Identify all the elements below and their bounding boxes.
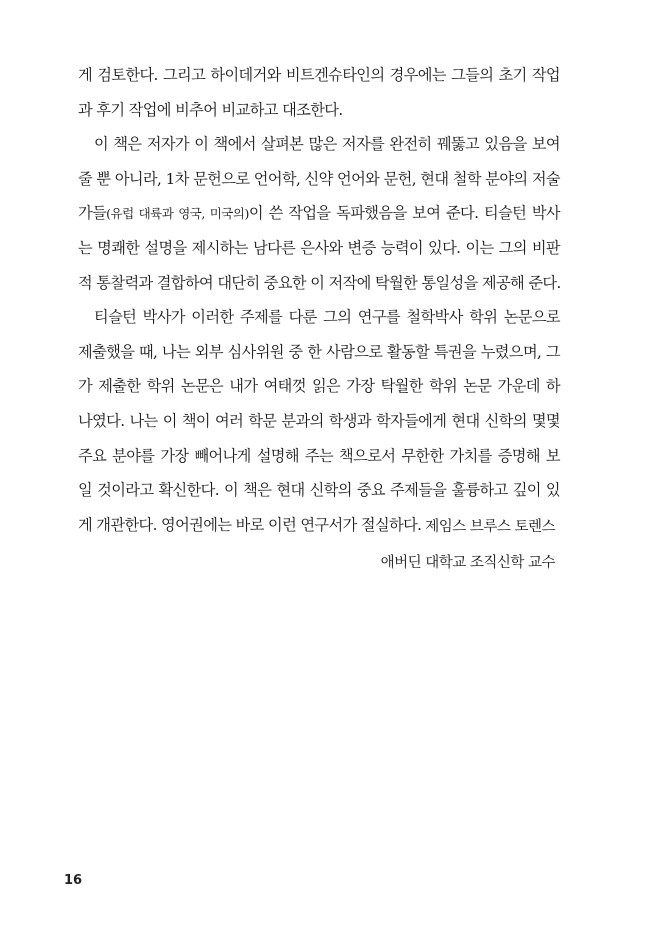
signature-name: 제임스 브루스 토렌스 bbox=[425, 519, 555, 535]
body-text bbox=[78, 58, 560, 542]
text-line: 티슬턴 박사가 이러한 주제를 다룬 그의 연구를 철학박사 학위 논문으로 bbox=[94, 308, 560, 327]
signature-affiliation: 애버딘 대학교 조직신학 교수 bbox=[380, 555, 555, 571]
text-line: 줄 뿐 아니라, 1차 문헌으로 언어학, 신약 언어와 문헌, 현대 철학 분야의 저술 bbox=[78, 169, 560, 188]
parenthetical-note: (유럽 대륙과 영국, 미국의) bbox=[106, 206, 249, 222]
text-line: 게 검토한다. 그리고 하이데거와 비트겐슈타인의 경우에는 그들의 초기 작업 bbox=[78, 66, 560, 84]
text-line-with-note bbox=[78, 196, 560, 231]
text-line: 주요 분야를 가장 빼어나게 설명해 주는 책으로서 무한한 가치를 증명해 보 bbox=[78, 446, 560, 465]
text-line: 제출했을 때, 나는 외부 심사위원 중 한 사람으로 활동할 특권을 누렸으며, 그 bbox=[78, 342, 560, 361]
text-line: 나였다. 나는 이 책이 여러 학문 분과의 학생과 학자들에게 현대 신학의 몇몇 bbox=[78, 411, 560, 430]
text-line: 는 명쾌한 설명을 제시하는 남다른 은사와 변증 능력이 있다. 이는 그의 비판 bbox=[78, 238, 560, 257]
text-line: 게 개관한다. 영어권에는 바로 이런 연구서가 절실하다. bbox=[78, 515, 422, 534]
text-line: 적 통찰력과 결합하여 대단히 중요한 이 저작에 탁월한 통일성을 제공해 준다. bbox=[78, 273, 561, 292]
page-number: 16 bbox=[64, 873, 83, 888]
text-line: 이 책은 저자가 이 책에서 살펴본 많은 저자를 완전히 꿰뚫고 있음을 보여 bbox=[94, 135, 560, 154]
text-line: 가 제출한 학위 논문은 내가 여태껏 읽은 가장 탁월한 학위 논문 가운데 하 bbox=[78, 377, 560, 396]
text-line: 일 것이라고 확신한다. 이 책은 현대 신학의 중요 주제들을 훌륭하고 깊이 있 bbox=[78, 481, 560, 500]
signature-block bbox=[381, 509, 555, 581]
text-span: 이 쓴 작업을 독파했음을 보여 준다. 티슬턴 박사 bbox=[248, 204, 560, 223]
text-line: 과 후기 작업에 비추어 비교하고 대조한다. bbox=[78, 100, 343, 119]
text-span: 가들 bbox=[78, 204, 107, 223]
